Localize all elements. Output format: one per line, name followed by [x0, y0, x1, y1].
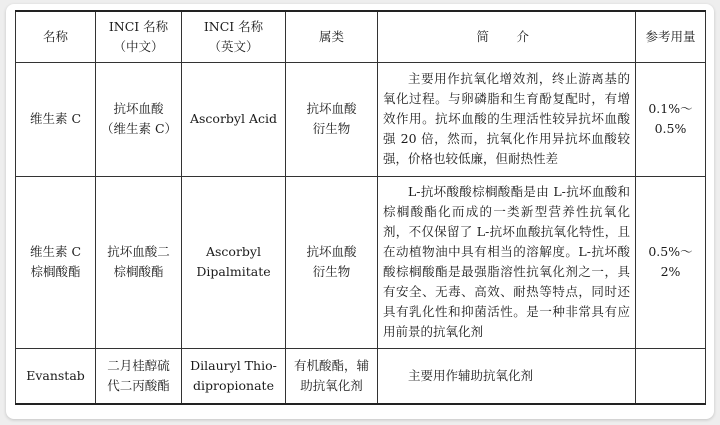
cell-dosage — [636, 348, 706, 404]
header-inci-cn-line2: （中文） — [113, 38, 164, 54]
cell-inci-cn-line2: 代二丙酸酯 — [107, 377, 170, 393]
cell-inci-en-line1: Dilauryl Thio- — [190, 357, 277, 373]
header-inci-en-line1: INCI 名称 — [203, 18, 264, 34]
cell-name: 维生素 C — [16, 62, 96, 176]
table-row — [16, 348, 706, 404]
cell-inci-cn — [96, 176, 182, 348]
header-description: 简 介 — [378, 11, 636, 62]
cell-inci-cn-line2: 棕榈酸酯 — [113, 264, 164, 279]
cell-inci-en-line2: dipropionate — [193, 377, 274, 393]
cell-category-line1: 抗坏血酸 — [306, 244, 357, 259]
header-inci-en — [182, 11, 286, 62]
cell-inci-cn — [96, 348, 182, 404]
header-category: 属类 — [286, 11, 378, 62]
cell-inci-cn-line1: 抗坏血酸 — [113, 101, 164, 116]
cell-inci-cn-line1: 抗坏血酸二 — [107, 244, 170, 259]
cell-category — [286, 176, 378, 348]
antioxidant-reference-table — [15, 10, 706, 405]
cell-name-line1: 维生素 C — [29, 244, 82, 259]
cell-inci-cn — [96, 62, 182, 176]
cell-inci-cn-line1: 二月桂醇硫 — [107, 357, 170, 373]
cell-inci-cn-line2: （维生素 C） — [101, 121, 178, 136]
cell-dosage-line2: 0.5% — [654, 121, 687, 136]
cell-dosage: 0.5%～2% — [636, 176, 706, 348]
table-row — [16, 176, 706, 348]
cell-description: L-抗坏酸酸棕榈酸酯是由 L-抗坏血酸和棕榈酸酯化而成的一类新型营养性抗氧化剂，不仅保留了 L-抗坏血酸抗氧化特性，且在动植物油中具有相当的溶解度。L-抗坏酸酸棕榈酸酯是最强脂溶性抗氧化剂之一，具有安全、无毒、高效、耐热等特点，同时还具有乳化性和抑菌活性。是一种非常具有应用前景的抗氧化剂 — [378, 176, 636, 348]
cell-description: 主要用作辅助抗氧化剂 — [378, 348, 636, 404]
cell-category-line1: 有机酸酯，辅 — [293, 357, 369, 373]
cell-inci-en: Ascorbyl Acid — [182, 62, 286, 176]
header-dosage: 参考用量 — [636, 11, 706, 62]
header-inci-cn-line1: INCI 名称 — [108, 18, 169, 34]
cell-name-line2: 棕榈酸酯 — [30, 264, 81, 279]
cell-category-line1: 抗坏血酸 — [306, 101, 357, 116]
cell-inci-en — [182, 176, 286, 348]
cell-category-line2: 助抗氧化剂 — [300, 377, 363, 393]
cell-inci-en-line2: Dipalmitate — [196, 264, 271, 279]
table-row — [16, 62, 706, 176]
cell-inci-en-line1: Ascorbyl — [205, 244, 261, 259]
header-inci-cn — [96, 11, 182, 62]
cell-name: Evanstab — [16, 348, 96, 404]
cell-category — [286, 348, 378, 404]
cell-category-line2: 衍生物 — [312, 264, 351, 279]
document-card — [6, 4, 714, 419]
cell-dosage — [636, 62, 706, 176]
cell-category — [286, 62, 378, 176]
cell-description: 主要用作抗氧化增效剂，终止游离基的氧化过程。与卵磷脂和生育酚复配时，有增效作用。抗坏血酸的生理活性较异抗坏血酸强 20 倍，然而，抗氧化作用异抗坏血酸较强，价格也较低廉，但耐热性差 — [378, 62, 636, 176]
table-header-row — [16, 11, 706, 62]
cell-category-line2: 衍生物 — [312, 121, 351, 136]
faint-watermark — [536, 398, 696, 410]
cell-name — [16, 176, 96, 348]
cell-inci-en — [182, 348, 286, 404]
header-inci-en-line2: （英文） — [208, 38, 259, 54]
cell-dosage-line1: 0.1%～ — [648, 101, 693, 116]
header-name: 名称 — [16, 11, 96, 62]
